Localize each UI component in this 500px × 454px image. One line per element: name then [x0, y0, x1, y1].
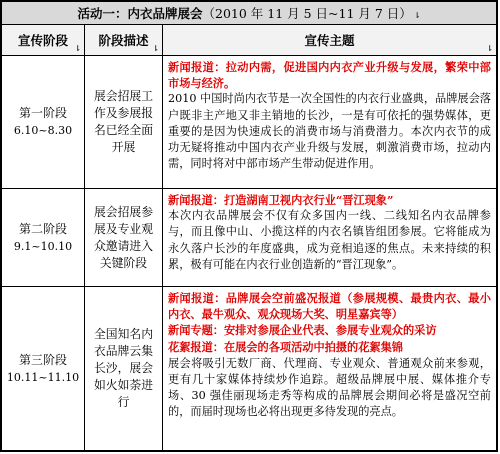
- stage-name: 第二阶段: [18, 221, 67, 236]
- stage-description: 展会招展工作及参展报名已经全面开展: [94, 89, 153, 154]
- desc-cell: [85, 189, 163, 287]
- cell-end-mark: ⇂: [152, 44, 159, 53]
- theme-body: 本次内衣品牌展会不仅有众多国内一线、二线知名内衣品牌参与，而且像中山、小揽这样的内衣名镇皆组团参展。它将能成为永久落户长沙的年度盛典，成为竞相追逐的焦点。未来持续的积累，极有可能在内衣行业创造新的“晋江现象”。: [168, 209, 491, 271]
- header-theme: [163, 25, 497, 56]
- header-row: [2, 25, 497, 56]
- cell-end-mark: ⇂: [74, 44, 81, 53]
- stage-date: 10.11~11.10: [6, 370, 80, 384]
- activity-dates: （2010 年 11 月 5 日~11 月 7 日）: [202, 6, 412, 21]
- cell-end-mark: ⇂: [413, 11, 421, 20]
- stage-date: 6.10~8.30: [13, 124, 73, 137]
- desc-cell: [85, 56, 163, 189]
- schedule-table: [1, 1, 497, 451]
- header-theme-label: 宣传主题: [304, 33, 355, 48]
- stage-description: 全国知名内衣品牌云集长沙，展会如火如荼进行: [94, 327, 153, 409]
- table-row: [2, 189, 497, 287]
- header-desc: [85, 25, 163, 56]
- sidelights-line: [168, 339, 491, 356]
- theme-body: 展会将吸引无数厂商、代理商、专业观众、普通观众前来参观，更有几十家媒体持续炒作追踪。超级品牌展中展、媒体推介专场、30 强佳丽现场走秀等构成的品牌展会期间必将是盛况空前的，而届时现场也必将出现更多待发现的亮点。: [168, 356, 491, 419]
- stage-name: 第一阶段: [18, 106, 67, 120]
- news-headline: 新闻报道：拉动内需，促进国内内衣产业升级与发展，繁荣中部市场与经济。: [168, 60, 491, 91]
- news-headline: 新闻报道：品牌展会空前盛况报道（参展规模、最贵内衣、最小内衣、最牛观众、观众现场大奖、明星嘉宾等）: [168, 291, 491, 322]
- theme-cell: [163, 287, 497, 451]
- header-desc-label: 阶段描述: [98, 33, 149, 48]
- stage-cell: [2, 287, 85, 451]
- sidelights-text: 在展会的各项活动中拍摄的花絮集锦: [223, 339, 403, 354]
- theme-cell: [163, 56, 497, 189]
- stage-cell: [2, 189, 85, 287]
- desc-cell: [85, 287, 163, 451]
- theme-body: 2010 中国时尚内衣节是一次全国性的内衣行业盛典，品牌展会落户既非主产地又非主销地的长沙，一是有可依托的强势媒体，更重要的是因为快速成长的消费市场与消费潜力。本次内衣节的成功无疑将推动中国内衣产业升级与发展，刺激消费市场，拉动内需，同时将对中部市场产生带动促进作用。: [168, 92, 491, 171]
- activity-title: [2, 2, 497, 25]
- stage-name: 第三阶段: [18, 352, 67, 367]
- header-stage-label: 宣传阶段: [17, 33, 68, 48]
- stage-date: 9.1~10.10: [13, 239, 73, 253]
- header-stage: [2, 25, 85, 56]
- table-row: [2, 287, 497, 451]
- cell-end-mark: ⇂: [486, 44, 493, 53]
- sidelights-label: 花絮报道：: [168, 339, 224, 354]
- activity-title-label: 活动一：内衣品牌展会: [77, 6, 203, 21]
- table-row: [2, 56, 497, 189]
- stage-description: 展会招展参展及专业观众邀请进入关键阶段: [94, 204, 153, 270]
- theme-cell: [163, 189, 497, 287]
- stage-cell: [2, 56, 85, 189]
- title-row: [2, 2, 497, 25]
- news-headline: 新闻报道：打造湖南卫视内衣行业“晋江现象”: [168, 193, 394, 207]
- news-feature: 新闻专题：安排对参展企业代表、参展专业观众的采访: [168, 323, 437, 338]
